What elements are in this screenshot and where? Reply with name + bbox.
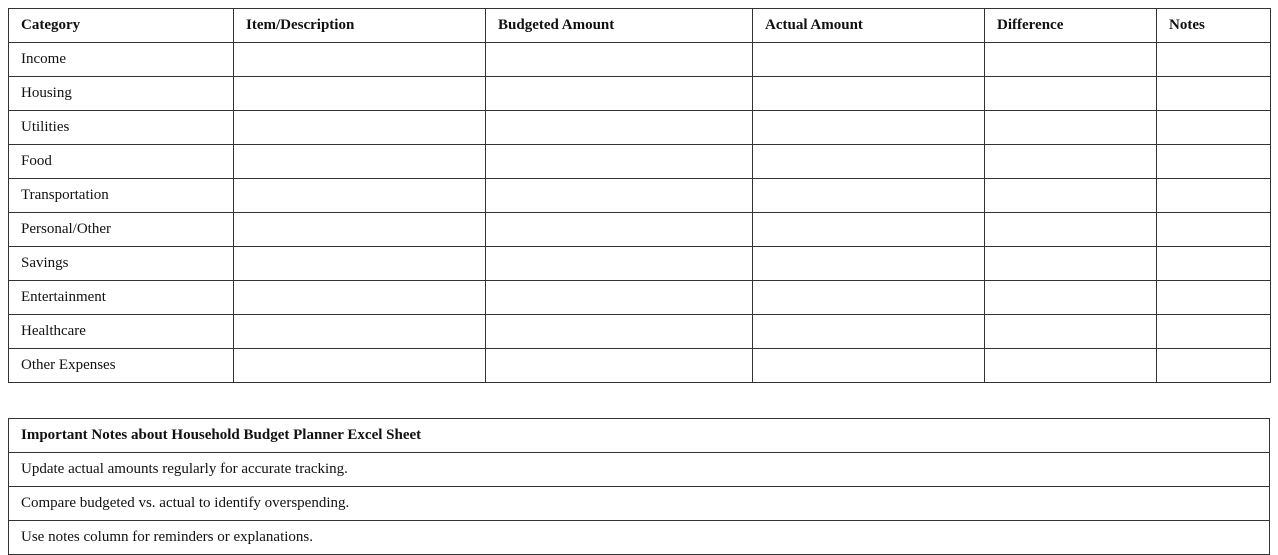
table-row (9, 43, 1271, 77)
cell-budgeted-amount[interactable] (486, 247, 753, 281)
cell-item-description[interactable] (234, 43, 486, 77)
table-row (9, 247, 1271, 281)
cell-budgeted-amount[interactable] (486, 43, 753, 77)
header-difference: Difference (985, 9, 1157, 43)
cell-item-description[interactable] (234, 145, 486, 179)
note-row (9, 453, 1270, 487)
cell-item-description[interactable] (234, 111, 486, 145)
cell-notes[interactable] (1157, 247, 1271, 281)
table-row (9, 315, 1271, 349)
cell-category[interactable]: Income (9, 43, 234, 77)
cell-budgeted-amount[interactable] (486, 213, 753, 247)
cell-difference[interactable] (985, 315, 1157, 349)
cell-item-description[interactable] (234, 349, 486, 383)
table-row (9, 111, 1271, 145)
cell-notes[interactable] (1157, 111, 1271, 145)
cell-actual-amount[interactable] (753, 43, 985, 77)
note-item[interactable]: Compare budgeted vs. actual to identify overspending. (9, 487, 1270, 521)
cell-notes[interactable] (1157, 43, 1271, 77)
cell-actual-amount[interactable] (753, 111, 985, 145)
table-row (9, 213, 1271, 247)
header-actual-amount: Actual Amount (753, 9, 985, 43)
cell-notes[interactable] (1157, 315, 1271, 349)
header-category: Category (9, 9, 234, 43)
table-row (9, 77, 1271, 111)
notes-title: Important Notes about Household Budget Planner Excel Sheet (9, 419, 1270, 453)
cell-category[interactable]: Other Expenses (9, 349, 234, 383)
cell-budgeted-amount[interactable] (486, 77, 753, 111)
note-row (9, 487, 1270, 521)
cell-actual-amount[interactable] (753, 349, 985, 383)
cell-difference[interactable] (985, 213, 1157, 247)
cell-item-description[interactable] (234, 281, 486, 315)
notes-table (8, 418, 1270, 555)
table-row (9, 349, 1271, 383)
header-budgeted-amount: Budgeted Amount (486, 9, 753, 43)
cell-category[interactable]: Savings (9, 247, 234, 281)
budget-table (8, 8, 1271, 383)
cell-actual-amount[interactable] (753, 179, 985, 213)
header-row (9, 9, 1271, 43)
cell-budgeted-amount[interactable] (486, 145, 753, 179)
header-item-description: Item/Description (234, 9, 486, 43)
cell-item-description[interactable] (234, 77, 486, 111)
table-row (9, 179, 1271, 213)
cell-difference[interactable] (985, 145, 1157, 179)
cell-category[interactable]: Food (9, 145, 234, 179)
cell-actual-amount[interactable] (753, 247, 985, 281)
cell-difference[interactable] (985, 349, 1157, 383)
cell-difference[interactable] (985, 77, 1157, 111)
cell-actual-amount[interactable] (753, 281, 985, 315)
notes-title-row (9, 419, 1270, 453)
cell-notes[interactable] (1157, 77, 1271, 111)
cell-category[interactable]: Entertainment (9, 281, 234, 315)
cell-notes[interactable] (1157, 213, 1271, 247)
note-row (9, 521, 1270, 555)
cell-item-description[interactable] (234, 179, 486, 213)
cell-budgeted-amount[interactable] (486, 315, 753, 349)
cell-difference[interactable] (985, 111, 1157, 145)
cell-actual-amount[interactable] (753, 315, 985, 349)
cell-notes[interactable] (1157, 145, 1271, 179)
cell-actual-amount[interactable] (753, 213, 985, 247)
cell-notes[interactable] (1157, 281, 1271, 315)
cell-item-description[interactable] (234, 247, 486, 281)
cell-actual-amount[interactable] (753, 145, 985, 179)
cell-budgeted-amount[interactable] (486, 111, 753, 145)
cell-category[interactable]: Utilities (9, 111, 234, 145)
cell-difference[interactable] (985, 43, 1157, 77)
cell-actual-amount[interactable] (753, 77, 985, 111)
table-row (9, 281, 1271, 315)
header-notes: Notes (1157, 9, 1271, 43)
cell-difference[interactable] (985, 247, 1157, 281)
cell-difference[interactable] (985, 281, 1157, 315)
cell-budgeted-amount[interactable] (486, 349, 753, 383)
cell-notes[interactable] (1157, 349, 1271, 383)
cell-budgeted-amount[interactable] (486, 281, 753, 315)
cell-difference[interactable] (985, 179, 1157, 213)
cell-notes[interactable] (1157, 179, 1271, 213)
cell-category[interactable]: Housing (9, 77, 234, 111)
cell-budgeted-amount[interactable] (486, 179, 753, 213)
note-item[interactable]: Use notes column for reminders or explanations. (9, 521, 1270, 555)
note-item[interactable]: Update actual amounts regularly for accurate tracking. (9, 453, 1270, 487)
table-row (9, 145, 1271, 179)
cell-item-description[interactable] (234, 315, 486, 349)
cell-category[interactable]: Healthcare (9, 315, 234, 349)
cell-item-description[interactable] (234, 213, 486, 247)
cell-category[interactable]: Personal/Other (9, 213, 234, 247)
cell-category[interactable]: Transportation (9, 179, 234, 213)
